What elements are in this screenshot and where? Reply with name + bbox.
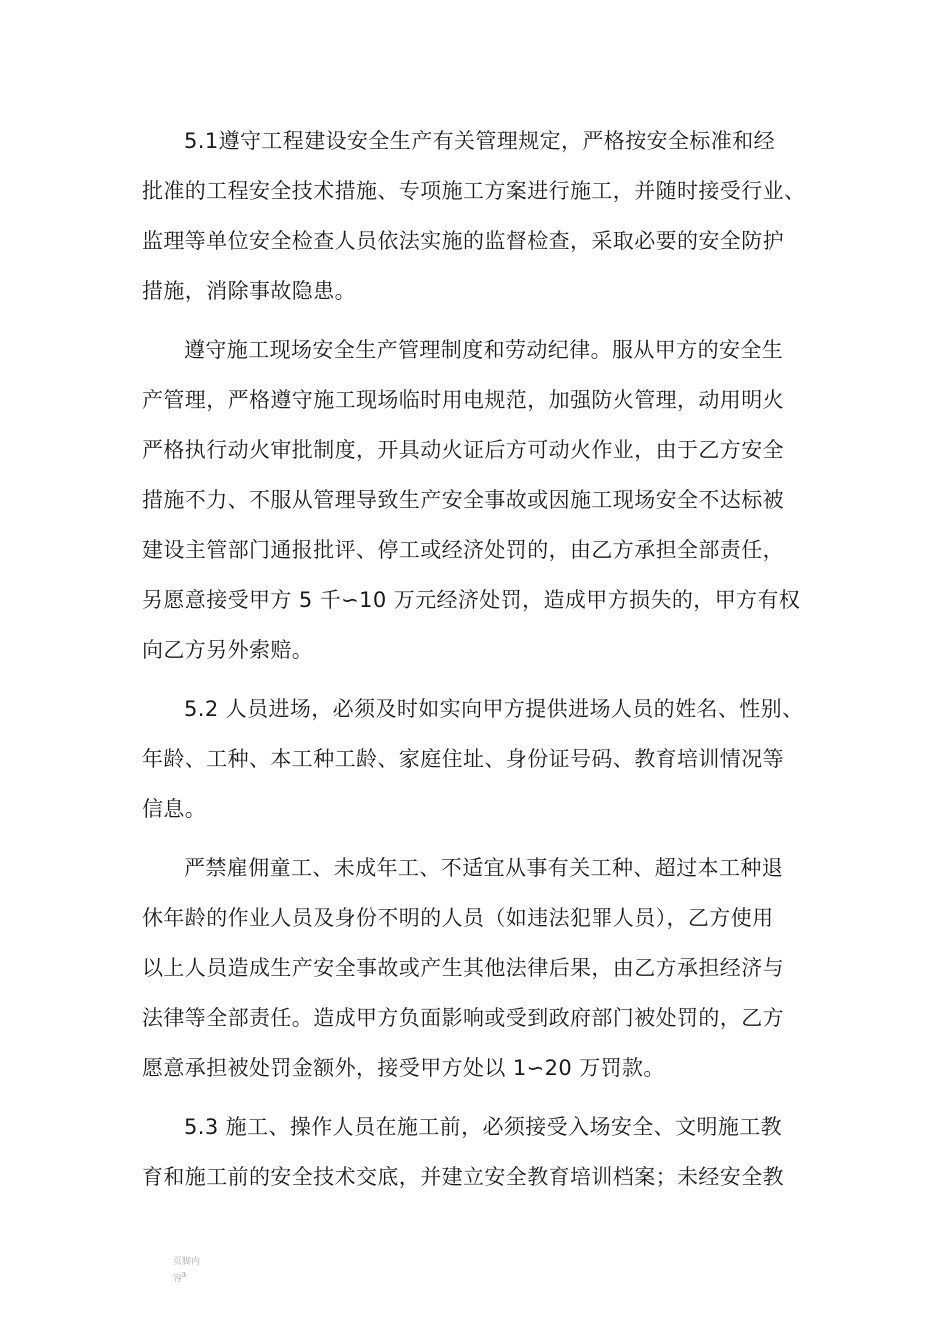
paragraph-line: 愿意承担被处罚金额外，接受甲方处以 1∽20 万罚款。 bbox=[142, 1056, 665, 1080]
paragraph-line: 批准的工程安全技术措施、专项施工方案进行施工，并随时接受行业、 bbox=[142, 179, 806, 203]
paragraph-child-labor bbox=[142, 843, 818, 1093]
footer-text-continued: 容$^3$ bbox=[173, 1272, 186, 1284]
paragraph-line: 年龄、工种、本工种工龄、家庭住址、身份证号码、教育培训情况等 bbox=[142, 747, 784, 771]
paragraph-line: 严禁雇佣童工、未成年工、不适宜从事有关工种、超过本工种退 bbox=[184, 856, 784, 880]
paragraph-line: 信息。 bbox=[142, 797, 207, 821]
paragraph-5-1 bbox=[142, 116, 818, 316]
paragraph-line: 5.1遵守工程建设安全生产有关管理规定，严格按安全标准和经 bbox=[184, 129, 775, 153]
paragraph-line: 建设主管部门通报批评、停工或经济处罚的，由乙方承担全部责任， bbox=[142, 538, 784, 562]
page-footer bbox=[173, 1256, 213, 1286]
footer-text: 页脚内 bbox=[173, 1257, 201, 1267]
paragraph-line: 措施不力、不服从管理导致生产安全事故或因施工现场安全不达标被 bbox=[142, 488, 784, 512]
paragraph-5-3 bbox=[142, 1102, 818, 1202]
paragraph-line: 另愿意接受甲方 5 千∽10 万元经济处罚，造成甲方损失的，甲方有权 bbox=[142, 588, 801, 612]
paragraph-line: 严格执行动火审批制度，开具动火证后方可动火作业，由于乙方安全 bbox=[142, 438, 784, 462]
paragraph-line: 休年龄的作业人员及身份不明的人员（如违法犯罪人员），乙方使用 bbox=[142, 906, 774, 930]
document-body bbox=[142, 116, 818, 1211]
paragraph-line: 育和施工前的安全技术交底，并建立安全教育培训档案；未经安全教 bbox=[142, 1165, 784, 1189]
paragraph-site-safety bbox=[142, 325, 818, 675]
paragraph-line: 法律等全部责任。造成甲方负面影响或受到政府部门被处罚的，乙方 bbox=[142, 1006, 784, 1030]
paragraph-line: 措施，消除事故隐患。 bbox=[142, 279, 356, 303]
page-number: 3 bbox=[182, 1272, 186, 1279]
paragraph-line: 产管理，严格遵守施工现场临时用电规范，加强防火管理，动用明火 bbox=[142, 388, 784, 412]
paragraph-line: 向乙方另外索赔。 bbox=[142, 638, 314, 662]
paragraph-5-2 bbox=[142, 684, 818, 834]
paragraph-line: 监理等单位安全检查人员依法实施的监督检查，采取必要的安全防护 bbox=[142, 229, 784, 253]
paragraph-line: 以上人员造成生产安全事故或产生其他法律后果，由乙方承担经济与 bbox=[142, 956, 784, 980]
paragraph-line: 5.2 人员进场，必须及时如实向甲方提供进场人员的姓名、性别、 bbox=[184, 697, 804, 721]
paragraph-line: 5.3 施工、操作人员在施工前，必须接受入场安全、文明施工教 bbox=[184, 1115, 783, 1139]
paragraph-line: 遵守施工现场安全生产管理制度和劳动纪律。服从甲方的安全生 bbox=[184, 338, 784, 362]
